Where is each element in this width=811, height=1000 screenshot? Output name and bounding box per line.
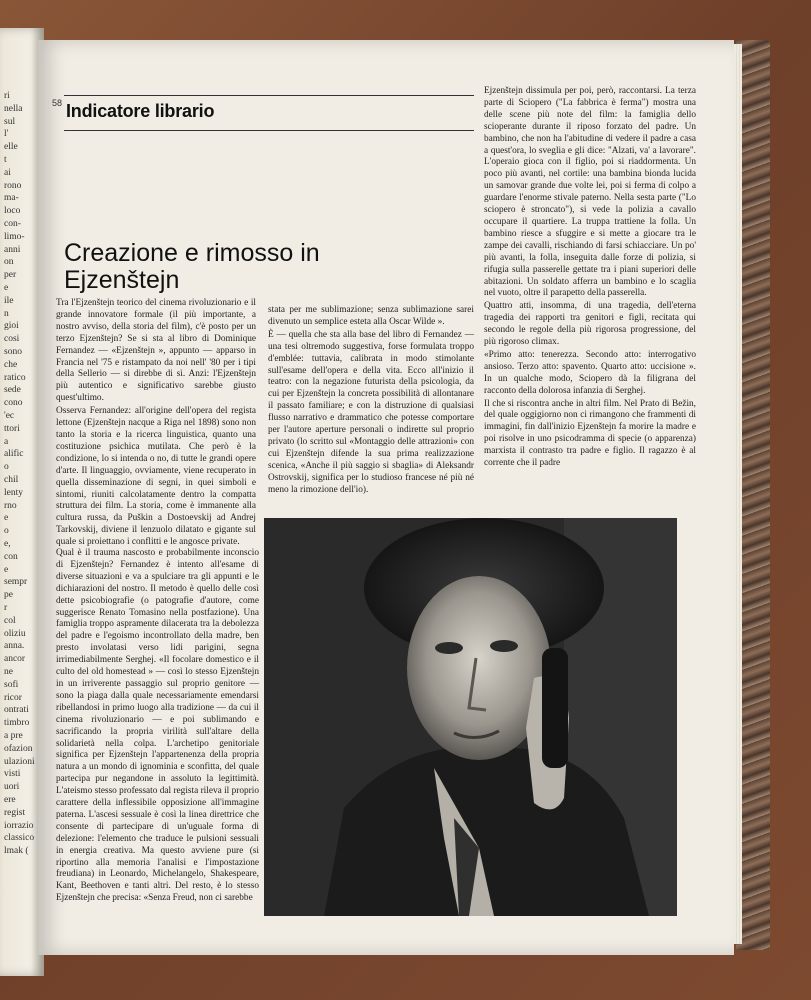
paragraph: Osserva Fernandez: all'origine dell'opera del regista lettone (Ejzenštejn nacque a Riga nel 1898) sono non tanto la storia e la ricerca linguistica, quanto una costituzione psichica mutilata. Che però è la condizione, lo si intenda o no, di tutte le grandi opere d'arte. Il linguaggio, ovviamente, viene recuperato in quella disseminazione di segni, in quei simboli e sintomi, riuniti calcolatamente dentro la compatta struttura dei film. La storia, come è immanente alla cultura russa, da Puškin a Dostoevskij ad Andrej Tarkovskij, diviene il lenzuolo dilatato e gigante sul quale si proiettano i conflitti e le angosce private. [56, 406, 256, 548]
column-2 [268, 305, 474, 497]
left-page-fragment: alific [4, 449, 24, 460]
left-page-fragment: lenty [4, 487, 23, 498]
rule-top [64, 95, 474, 96]
left-page-fragment: ttori [4, 423, 20, 434]
left-page-fragment: ratico [4, 372, 26, 383]
left-page-fragment: sofi [4, 679, 19, 690]
left-page-fragment: n [4, 308, 9, 319]
left-page-fragment: gioi [4, 321, 19, 332]
left-page-fragment: anni [4, 244, 21, 255]
left-page-fragment: con [4, 551, 18, 562]
left-page-fragment: ontrati [4, 705, 29, 716]
paragraph: stata per me sublimazione; senza sublimazione sarei divenuto un semplice esteta alla Oscar Wilde ». [268, 305, 474, 327]
left-page-fragment: rno [4, 500, 17, 511]
column-1-bottom [56, 548, 259, 905]
left-page-fragment: ma- [4, 193, 19, 204]
left-page-fragment: ricor [4, 692, 22, 703]
left-page-fragment: e [4, 283, 9, 293]
left-page-fragment: ai [4, 167, 11, 178]
left-page-fragment: rono [4, 180, 22, 191]
article-headline: Creazione e rimosso in Ejzenštejn [64, 239, 320, 294]
left-page-fragment: e [4, 513, 9, 524]
left-page-fragment: a pre [4, 731, 23, 741]
left-page-fragment: chil [4, 475, 19, 485]
left-page-fragment: visti [4, 769, 21, 780]
paragraph: Tra l'Ejzenštejn teorico del cinema rivoluzionario e il grande innovatore formale (il più importante, a nostro avviso, della storia del film), c'è posto per un terzo Ejzenštejn? Se si sta al libro di Dominique Fernandez — «Ejzenštejn », appunto — apparso in Francia nel '75 e ristampato da noi nell' '80 per i tipi della Sellerio — si direbbe di sì. Anzi: l'Ejzenštejn più autentico e significativo sarebbe giusto quest'ultimo. [56, 298, 256, 404]
paragraph: Il che si riscontra anche in altri film. Nel Prato di Bežin, del quale oggigiorno non ci rimangono che frammenti di immagini, fin dall'inizio Ejzenštejn fa morire la madre e poi risolve in uno psicodramma di specie (o apparenza) marxista il contrasto tra padre e figlio. Il ragazzo è al corrente che il padre [484, 398, 696, 469]
left-page-fragment: cono [4, 398, 23, 409]
section-title: Indicatore librario [66, 101, 215, 121]
left-page-fragment: classico [4, 833, 35, 844]
left-page-fragment: sede [4, 385, 21, 396]
left-page-fragment: ulazioni [4, 756, 35, 767]
left-page-fragment: iorrazio [4, 820, 34, 831]
left-page-fragment: on [4, 257, 14, 268]
paragraph: Qual è il trauma nascosto e probabilmente inconscio di Ejzenštejn? Fernandez è intento all'esame di diverse situazioni e va a spulciare tra gli appunti e le dichiarazioni del nostro. Il metodo è quello delle così dette psicobiografie (o patografie d'autore, come suggerisce Renato Tomasino nella postfazione). Una famiglia troppo aspramente dilacerata tra la debolezza del padre e l'egoismo incontrollato della madre, ben presto involatasi verso lidi parigini, segna irrimediabilmente Serghej. «Il focolare domestico e il culto del old homestead » — così lo stesso Ejzenštejn in un irriverente passaggio sul proprio genitore — sono la piaga dalla quale necessariamente emendarsi ribellandosi in primo luogo alla tradizione — da cui il cinema rivoluzionario — e poi sublimando e sacrificando la propria virilità sull'altare della solidarietà nella colpa. L'archetipo genitoriale significa per Ejzenštejn l'appartenenza della propria natura a un mondo di ignominia e sconfitta, del quale partecipa pur negandone in assoluto la legittimità. L'ateismo stesso professato dal regista rileva il proprio carattere della inflessibile opposizione all'immagine paterna. L'ascesi sessuale è così la linea direttrice che consente di partecipare di un'uguale forma di delezione: l'elemento che traduce le pulsioni sessuali in energia creativa. Ma questo avviene pure (si riportino alla memoria l'analisi e l'impostazione freudiana) in Leonardo, Michelangelo, Shakespeare, Kant, Beethoven e tanti altri. Del resto, è lo stesso Ejzenštejn che precisa: «Senza Freud, non ci sarebbe [56, 548, 259, 904]
left-page-fragment: sono [4, 347, 22, 357]
left-page-fragment: 'ec [4, 411, 15, 421]
left-page-fragment: nella [4, 103, 23, 114]
paragraph: Quattro atti, insomma, di una tragedia, dell'eterna tragedia dei rapporti tra genitori e figli, recitata qui secondo le regole della più rigorosa progressione, del più rigoroso climax. [484, 301, 696, 348]
portrait-illustration [264, 518, 677, 916]
portrait-photo [264, 518, 677, 916]
left-page-fragment: ri [4, 91, 10, 101]
left-page-fragment: col [4, 615, 16, 626]
left-page-fragment: lmak ( [4, 846, 29, 857]
left-page-fragment: uori [4, 782, 20, 793]
left-page-fragment: l' [4, 129, 9, 140]
left-page-fragment: cosi [4, 334, 20, 345]
left-page-fragment: loco [4, 206, 21, 217]
left-page-fragment: ancor [4, 654, 26, 665]
left-page-fragment: o [4, 526, 9, 537]
rule-bottom [64, 130, 474, 131]
paragraph: «Primo atto: tenerezza. Secondo atto: interrogativo ansioso. Terzo atto: spavento. Quarto atto: uccisione ». In un qualche modo, Sciopero dà la filigrana del racconto della dolorosa infanzia di Serghej. [484, 349, 696, 396]
left-page-fragment: anna. [4, 641, 25, 652]
left-page-fragment: o [4, 462, 9, 473]
left-page-fragment: ne [4, 667, 13, 677]
left-page-fragment: e [4, 564, 9, 575]
column-3 [484, 86, 696, 470]
left-page-fragment: limo- [4, 231, 25, 242]
page-number: 58 [52, 98, 63, 108]
left-page-fragment: sul [4, 116, 16, 127]
left-page-fragment: elle [4, 142, 18, 153]
left-page-fragment: pe [4, 590, 13, 601]
paragraph: Ejzenštejn dissimula per poi, però, raccontarsi. La terza parte di Sciopero ("La fabbrica è ferma") mostra una delle scene più note del film: la famiglia dello scioperante durante il riposo forzato del padre. Un bambino, che non ha l'abitudine di vedere il padre a casa a quest'ora, lo sveglia e gli dice: "Alzati, va' a lavorare". L'operaio gioca con il figlio, poi si riaddormenta. Un poco più avanti, nel cortile: una bambina bionda lucida un samovar grande due volte lei, poi si ferma di colpo a guardare l'enorme stivale paterno. Nella sesta parte ("Lo sciopero è stroncato"), si vede la polizia a cavallo occupare il quartiere. La truppa trattiene la folla. Un bambino riesce a sfuggire e si mette a giocare tra le zampe dei cavalli, rischiando di farsi schiacciare. Un po' più avanti, la folla, inseguita dalle forze di polizia, si rifugia sulla passerelle gettate tra i piani superiori delle abitazioni. Un soldato afferra un bambino e lo scaglia nel vuoto, oltre il parapetto della passerella. [484, 86, 696, 299]
left-page-fragment: ere [4, 795, 16, 805]
column-1-top [56, 298, 256, 549]
left-page-fragment: per [4, 270, 17, 281]
left-page-fragment: e, [4, 539, 11, 549]
book-page [38, 40, 734, 955]
left-page-fragment: regist [4, 807, 26, 818]
left-page-fragment: con- [4, 219, 21, 229]
left-page-fragment: che [4, 359, 18, 370]
left-page-fragment: r [4, 603, 8, 613]
left-page-fragment: t [4, 155, 7, 165]
left-page-fragment: a [4, 436, 9, 447]
left-page-fragment: timbro [4, 718, 30, 729]
left-page-fragment: ile [4, 295, 14, 306]
left-page-fragment: sempr [4, 577, 28, 588]
left-page-fragment: oliziu [4, 628, 26, 639]
left-page-fragment: ofazion [4, 743, 33, 754]
paragraph: È — quella che sta alla base del libro di Fernandez — una tesi oltremodo suggestiva, forse formulata troppo d'emblée: tuttavia, calibrata in modo stimolante sull'esame dell'opera e della vita. Ecco all'inizio il teatro: con la negazione futurista della psicologia, da cui per Ejzenštejn la concreta possibilità di allontanare il passato familiare; e con la distruzione di qualsiasi flusso narrativo e drammatico che potesse comportare per l'autore aperture personali o indirette sul proprio privato (lo scritto sul «Montaggio delle attrazioni» con cui Ejzenštejn difende la sua prima realizzazione scenica, «Anche il più saggio si sbaglia» di Aleksandr Ostrovskij, significa per lo studioso francese né più né meno la rimozione dell'io). [268, 329, 474, 495]
